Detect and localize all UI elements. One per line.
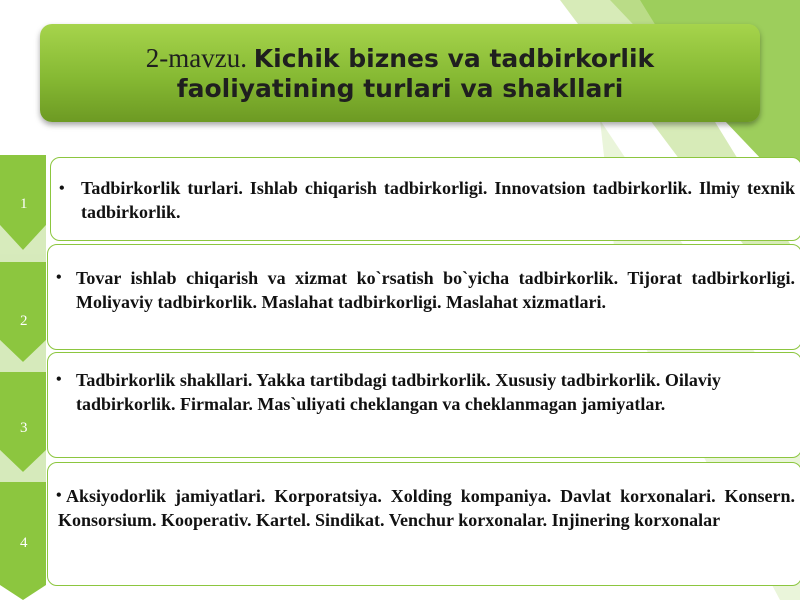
title-line-1 bbox=[146, 42, 654, 74]
step-number-3: 3 bbox=[20, 420, 28, 436]
topic-card-3 bbox=[47, 352, 800, 458]
step-number-4: 4 bbox=[20, 535, 28, 551]
title-banner bbox=[40, 24, 760, 122]
topic-text-4: Aksiyodorlik jamiyatlari. Korporatsiya. Xolding kompaniya. Davlat korxonalari. Konsern. Konsorsium. Kooperativ. Kartel. Sindikat. Venchur korxonalar. Injinering korxonalar bbox=[58, 486, 795, 531]
topic-card-2 bbox=[47, 244, 800, 350]
bullet-icon: • bbox=[56, 269, 62, 286]
title-main-line-1: Kichik biznes va tadbirkorlik bbox=[253, 43, 655, 73]
bullet-icon: • bbox=[59, 180, 65, 197]
topic-card-1 bbox=[50, 157, 800, 241]
title-prefix: 2-mavzu. bbox=[145, 42, 248, 73]
bullet-icon: • bbox=[56, 371, 62, 388]
title-main-line-2: faoliyatining turlari va shakllari bbox=[176, 74, 624, 104]
step-number-1: 1 bbox=[20, 196, 28, 212]
topic-text-1: Tadbirkorlik turlari. Ishlab chiqarish tadbirkorligi. Innovatsion tadbirkorlik. Ilmiy texnik tadbirkorlik. bbox=[81, 178, 795, 223]
bullet-icon: • bbox=[56, 487, 62, 504]
topic-text-2: Tovar ishlab chiqarish va xizmat ko`rsatish bo`yicha tadbirkorlik. Tijorat tadbirkorligi. Moliyaviy tadbirkorlik. Maslahat tadbirkorligi. Maslahat xizmatlari. bbox=[76, 268, 795, 313]
topic-card-4 bbox=[47, 462, 800, 586]
topic-text-3: Tadbirkorlik shakllari. Yakka tartibdagi tadbirkorlik. Xususiy tadbirkorlik. Oilaviy tadbirkorlik. Firmalar. Mas`uliyati cheklangan va cheklanmagan jamiyatlar. bbox=[76, 370, 721, 415]
step-number-2: 2 bbox=[20, 313, 28, 329]
